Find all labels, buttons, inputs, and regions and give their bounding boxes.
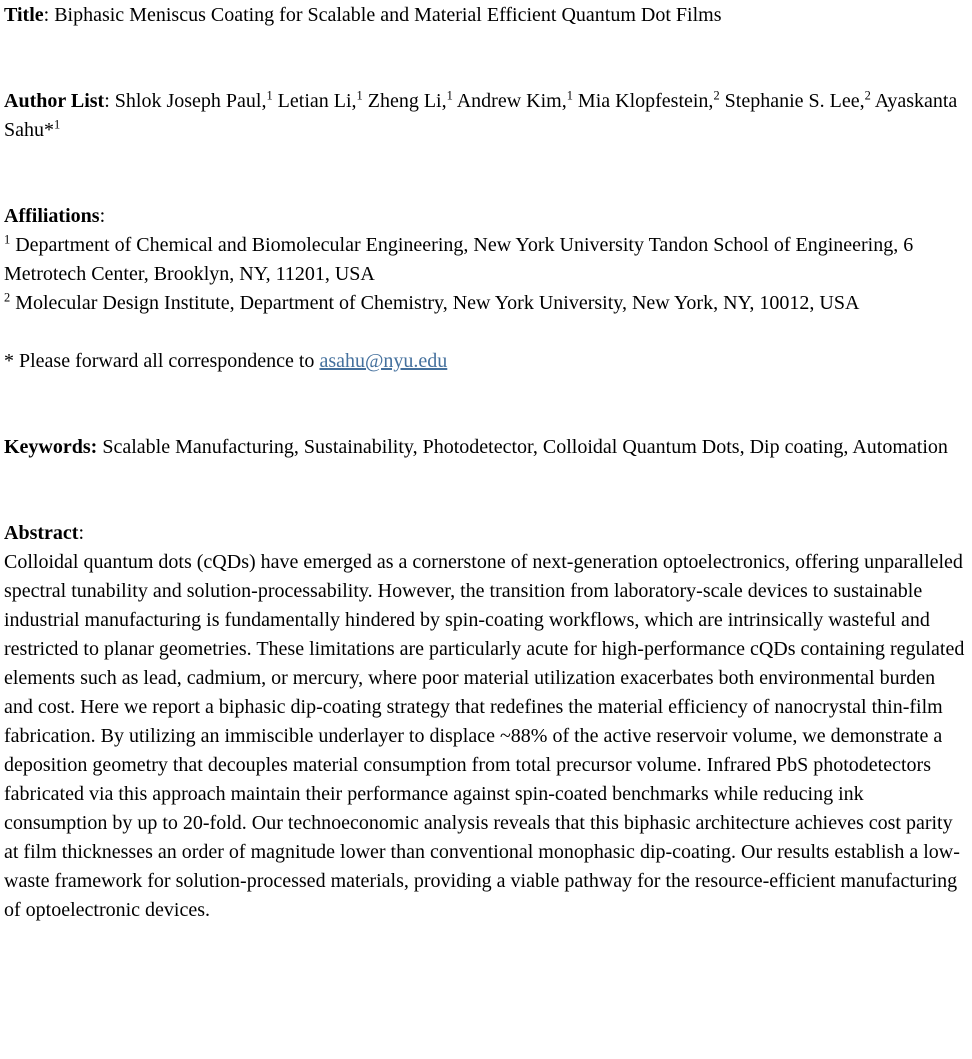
abstract-text: Colloidal quantum dots (cQDs) have emerged as a cornerstone of next-generation optoelectronics, offering unparalleled spectral tunability and solution-processability. However, the transition from laboratory-scale devices to sustainable industrial manufacturing is fundamentally hindered by spin-coating workflows, which are intrinsically wasteful and restricted to planar geometries. These limitations are particularly acute for high-performance cQDs containing regulated elements such as lead, cadmium, or mercury, where poor material utilization exacerbates both environmental burden and cost. Here we report a biphasic dip-coating strategy that redefines the material efficiency of nanocrystal thin-film fabrication. By utilizing an immiscible underlayer to displace ~88% of the active reservoir volume, we demonstrate a deposition geometry that decouples material consumption from total precursor volume. Infrared PbS photodetectors fabricated via this approach maintain their performance against spin-coated benchmarks while reducing ink consumption by up to 20-fold. Our technoeconomic analysis reveals that this biphasic architecture achieves cost parity at film thicknesses an order of magnitude lower than conventional monophasic dip-coating. Our results establish a low-waste framework for solution-processed materials, providing a viable pathway for the resource-efficient manufacturing of optoelectronic devices. <box>4 551 965 921</box>
author <box>725 90 871 112</box>
author-affiliation-sup: 1 <box>566 88 573 103</box>
correspondence-section <box>4 347 967 376</box>
title-section <box>4 1 967 30</box>
author-affiliation-sup: 2 <box>713 88 720 103</box>
author-name: Mia Klopfestein, <box>577 90 714 112</box>
author-list-separator: : <box>104 90 115 112</box>
affiliation-sup: 2 <box>4 290 11 305</box>
affiliation-text: Molecular Design Institute, Department of Chemistry, New York University, New York, NY, 10012, USA <box>10 292 860 314</box>
keywords-text: Scalable Manufacturing, Sustainability, Photodetector, Colloidal Quantum Dots, Dip coating, Automation <box>97 436 948 458</box>
author-affiliation-sup: 2 <box>864 88 871 103</box>
author-affiliation-sup: 1 <box>356 88 363 103</box>
author-list-label: Author List <box>4 90 105 112</box>
affiliations-label: Affiliations <box>4 205 100 227</box>
author-name: Letian Li, <box>277 90 357 112</box>
affiliations-colon: : <box>99 205 106 227</box>
correspondence-text: * Please forward all correspondence to <box>4 350 320 372</box>
author <box>578 90 720 112</box>
affiliations-section <box>4 202 967 318</box>
author <box>115 90 273 112</box>
affiliation-text: Department of Chemical and Biomolecular Engineering, New York University Tandon School of Engineering, 6 Metrotech Center, Brooklyn, NY, 11201, USA <box>4 234 914 285</box>
title-text: : Biphasic Meniscus Coating for Scalable and Material Efficient Quantum Dot Films <box>43 4 722 26</box>
author <box>368 90 453 112</box>
author-name: Shlok Joseph Paul, <box>114 90 267 112</box>
keywords-label: Keywords: <box>4 436 98 458</box>
author-affiliation-sup: 1 <box>54 117 61 132</box>
author <box>278 90 363 112</box>
author-name: Ayaskanta Sahu* <box>4 90 958 141</box>
author-affiliation-sup: 1 <box>446 88 453 103</box>
abstract-section <box>4 519 967 925</box>
author-name: Andrew Kim, <box>456 90 567 112</box>
abstract-colon: : <box>78 522 84 544</box>
author-name: Zheng Li, <box>367 90 447 112</box>
keywords-section <box>4 433 967 462</box>
title-label: Title <box>4 4 44 26</box>
abstract-label: Abstract <box>4 522 79 544</box>
author-list-section <box>4 87 967 145</box>
author-affiliation-sup: 1 <box>266 88 273 103</box>
affiliation-sup: 1 <box>4 232 11 247</box>
correspondence-email-link[interactable]: asahu@nyu.edu <box>319 350 448 372</box>
author-name: Stephanie S. Lee, <box>724 90 865 112</box>
author <box>457 90 573 112</box>
